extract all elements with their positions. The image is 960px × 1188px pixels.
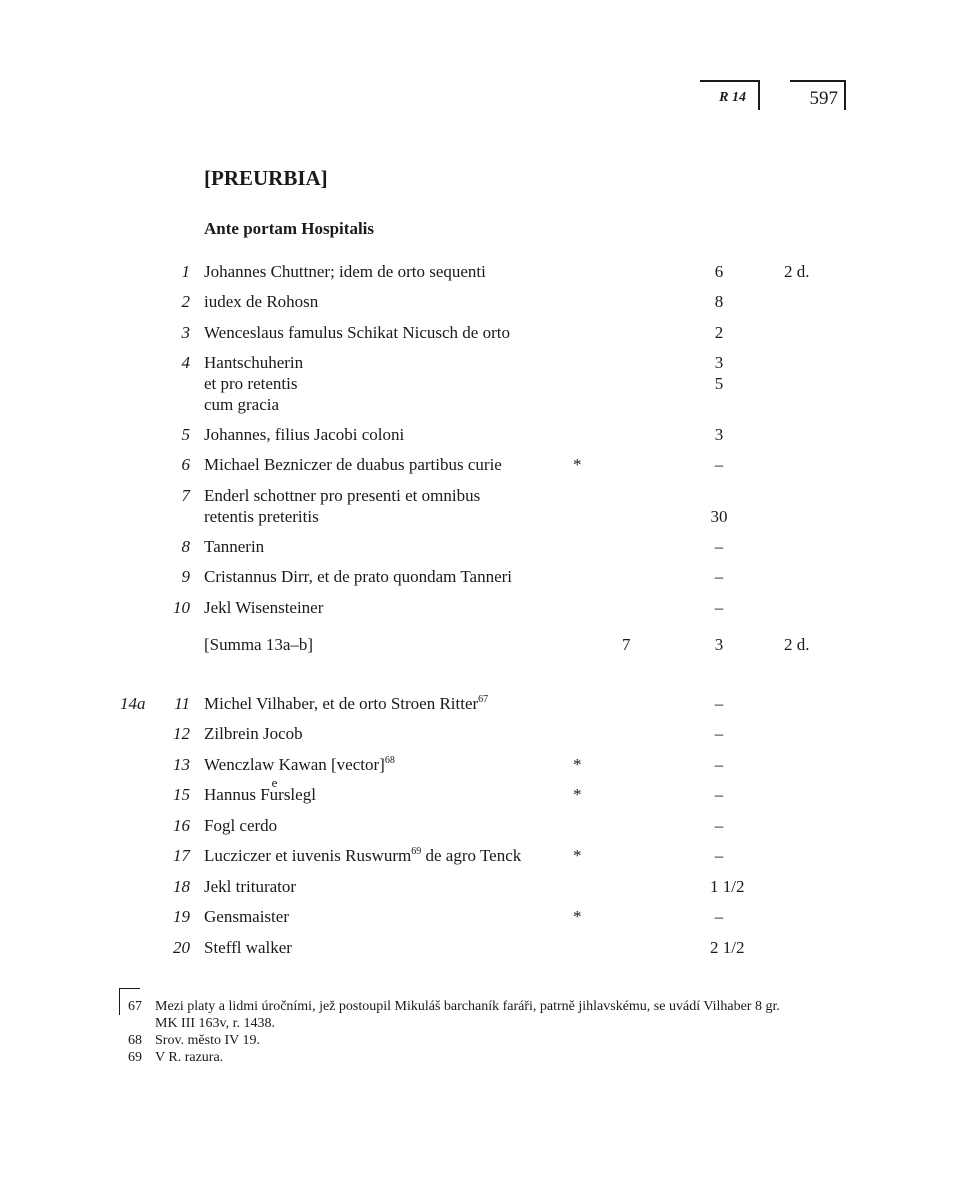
entry-number: 8 (181, 537, 190, 556)
entry-text: Wenczlaw Kawan [vector]$^{68}$ (204, 755, 395, 774)
entry-text: Lucziczer et iuvenis Ruswurm$^{69}$ de agro Tenck (204, 846, 522, 865)
entry-number: 7 (181, 486, 190, 505)
entry-text: Jekl triturator (204, 877, 297, 896)
entry-amount: – (714, 537, 724, 556)
entry-amount: – (714, 567, 724, 586)
entry-number: 1 (181, 262, 190, 281)
footnote-number: 67 (128, 999, 142, 1014)
subheading: Ante portam Hospitalis (204, 219, 374, 238)
footnote-text: Mezi platy a lidmi úročními, jež postoupil Mikuláš barchaník faráři, patrně jihlavskému, se uvádí Vilhaber 8 gr. (155, 999, 780, 1014)
entry-text: Michel Vilhaber, et de orto Stroen Ritter$^{67}$ (204, 694, 489, 713)
entry-number: 20 (173, 938, 190, 957)
entry-number: 2 (181, 292, 190, 311)
entry-text: Hantschuherin (204, 353, 304, 372)
entry-amount: 2 1/2 (710, 938, 745, 957)
entry-text: Johannes, filius Jacobi coloni (204, 425, 405, 444)
u-umlaut-letter: u e (270, 784, 279, 805)
entry-number: 17 (173, 846, 190, 865)
entry-amount: – (714, 846, 724, 865)
entry-amount: – (714, 816, 724, 835)
entry-text: iudex de Rohosn (204, 292, 319, 311)
entry-number: 3 (181, 323, 190, 342)
summa-label: [Summa 13a–b] (204, 635, 314, 654)
folio-mark: 14a (120, 694, 146, 713)
running-head-page (790, 80, 846, 110)
footnote-number: 68 (128, 1033, 142, 1048)
footnote-text: MK III 163v, r. 1438. (155, 1016, 276, 1031)
entry-text: et pro retentis (204, 374, 298, 393)
footnote-ref: 69 (411, 846, 422, 857)
entry-number: 16 (173, 816, 190, 835)
entry-number: 15 (173, 785, 190, 804)
entry-number: 19 (173, 907, 190, 926)
entry-number: 13 (173, 755, 190, 774)
entry-amount: 1 1/2 (710, 877, 745, 896)
entry-amount: – (714, 785, 724, 804)
entry-text: Cristannus Dirr, et de prato quondam Tanneri (204, 567, 512, 586)
running-head-section (700, 80, 760, 110)
asterisk-mark: * (573, 846, 582, 865)
entry-text: Gensmaister (204, 907, 289, 926)
entry-text: Michael Bezniczer de duabus partibus curie (204, 455, 502, 474)
entry-text: Wenceslaus famulus Schikat Nicusch de orto (204, 323, 510, 342)
footnote-ref: 68 (384, 755, 395, 766)
entry-number: 5 (181, 425, 190, 444)
page-number: 597 (809, 88, 838, 109)
entry-amount: – (714, 694, 724, 713)
entry-amount: – (714, 907, 724, 926)
entry-text: Zilbrein Jocob (204, 724, 303, 743)
asterisk-mark: * (573, 785, 582, 804)
entry-number: 9 (181, 567, 190, 586)
entry-amount: – (714, 455, 724, 474)
entry-amount: 8 (714, 292, 724, 311)
summa-c1: 7 (622, 635, 631, 654)
entry-amount: – (714, 755, 724, 774)
entry-amount: 3 (714, 425, 724, 444)
entry-number: 11 (174, 694, 190, 713)
asterisk-mark: * (573, 455, 582, 474)
asterisk-mark: * (573, 755, 582, 774)
summa-c3: 2 d. (784, 635, 810, 654)
entry-amount: 30 (710, 507, 728, 526)
entry-text: Steffl walker (204, 938, 292, 957)
entry-text: Hannus Fu erslegl (204, 784, 574, 805)
entry-number: 18 (173, 877, 190, 896)
entry-text: Jekl Wisensteiner (204, 598, 324, 617)
summa-c2: 3 (714, 635, 724, 654)
entry-number: 12 (173, 724, 190, 743)
entry-text: Fogl cerdo (204, 816, 278, 835)
section-code: R 14 (719, 90, 746, 105)
entry-denarii: 2 d. (784, 262, 810, 281)
asterisk-mark: * (573, 907, 582, 926)
entry-text: cum gracia (204, 395, 280, 414)
entry-amount: 3 (714, 353, 724, 372)
entry-number: 10 (173, 598, 190, 617)
entry-amount: – (714, 598, 724, 617)
entry-amount: – (714, 724, 724, 743)
entry-amount: 5 (714, 374, 724, 393)
entry-amount: 2 (714, 323, 724, 342)
entry-amount: 6 (714, 262, 724, 281)
footnote-ref: 67 (478, 694, 489, 705)
footnote-text: Srov. město IV 19. (155, 1033, 260, 1048)
entry-text: Tannerin (204, 537, 265, 556)
entry-number: 6 (181, 455, 190, 474)
footnote-text: V R. razura. (155, 1050, 224, 1065)
footnote-number: 69 (128, 1050, 142, 1065)
entry-text: retentis preteritis (204, 507, 319, 526)
section-title: [PREURBIA] (204, 166, 328, 190)
entry-text: Johannes Chuttner; idem de orto sequenti (204, 262, 486, 281)
entry-text: Enderl schottner pro presenti et omnibus (204, 486, 481, 505)
entry-number: 4 (181, 353, 190, 372)
